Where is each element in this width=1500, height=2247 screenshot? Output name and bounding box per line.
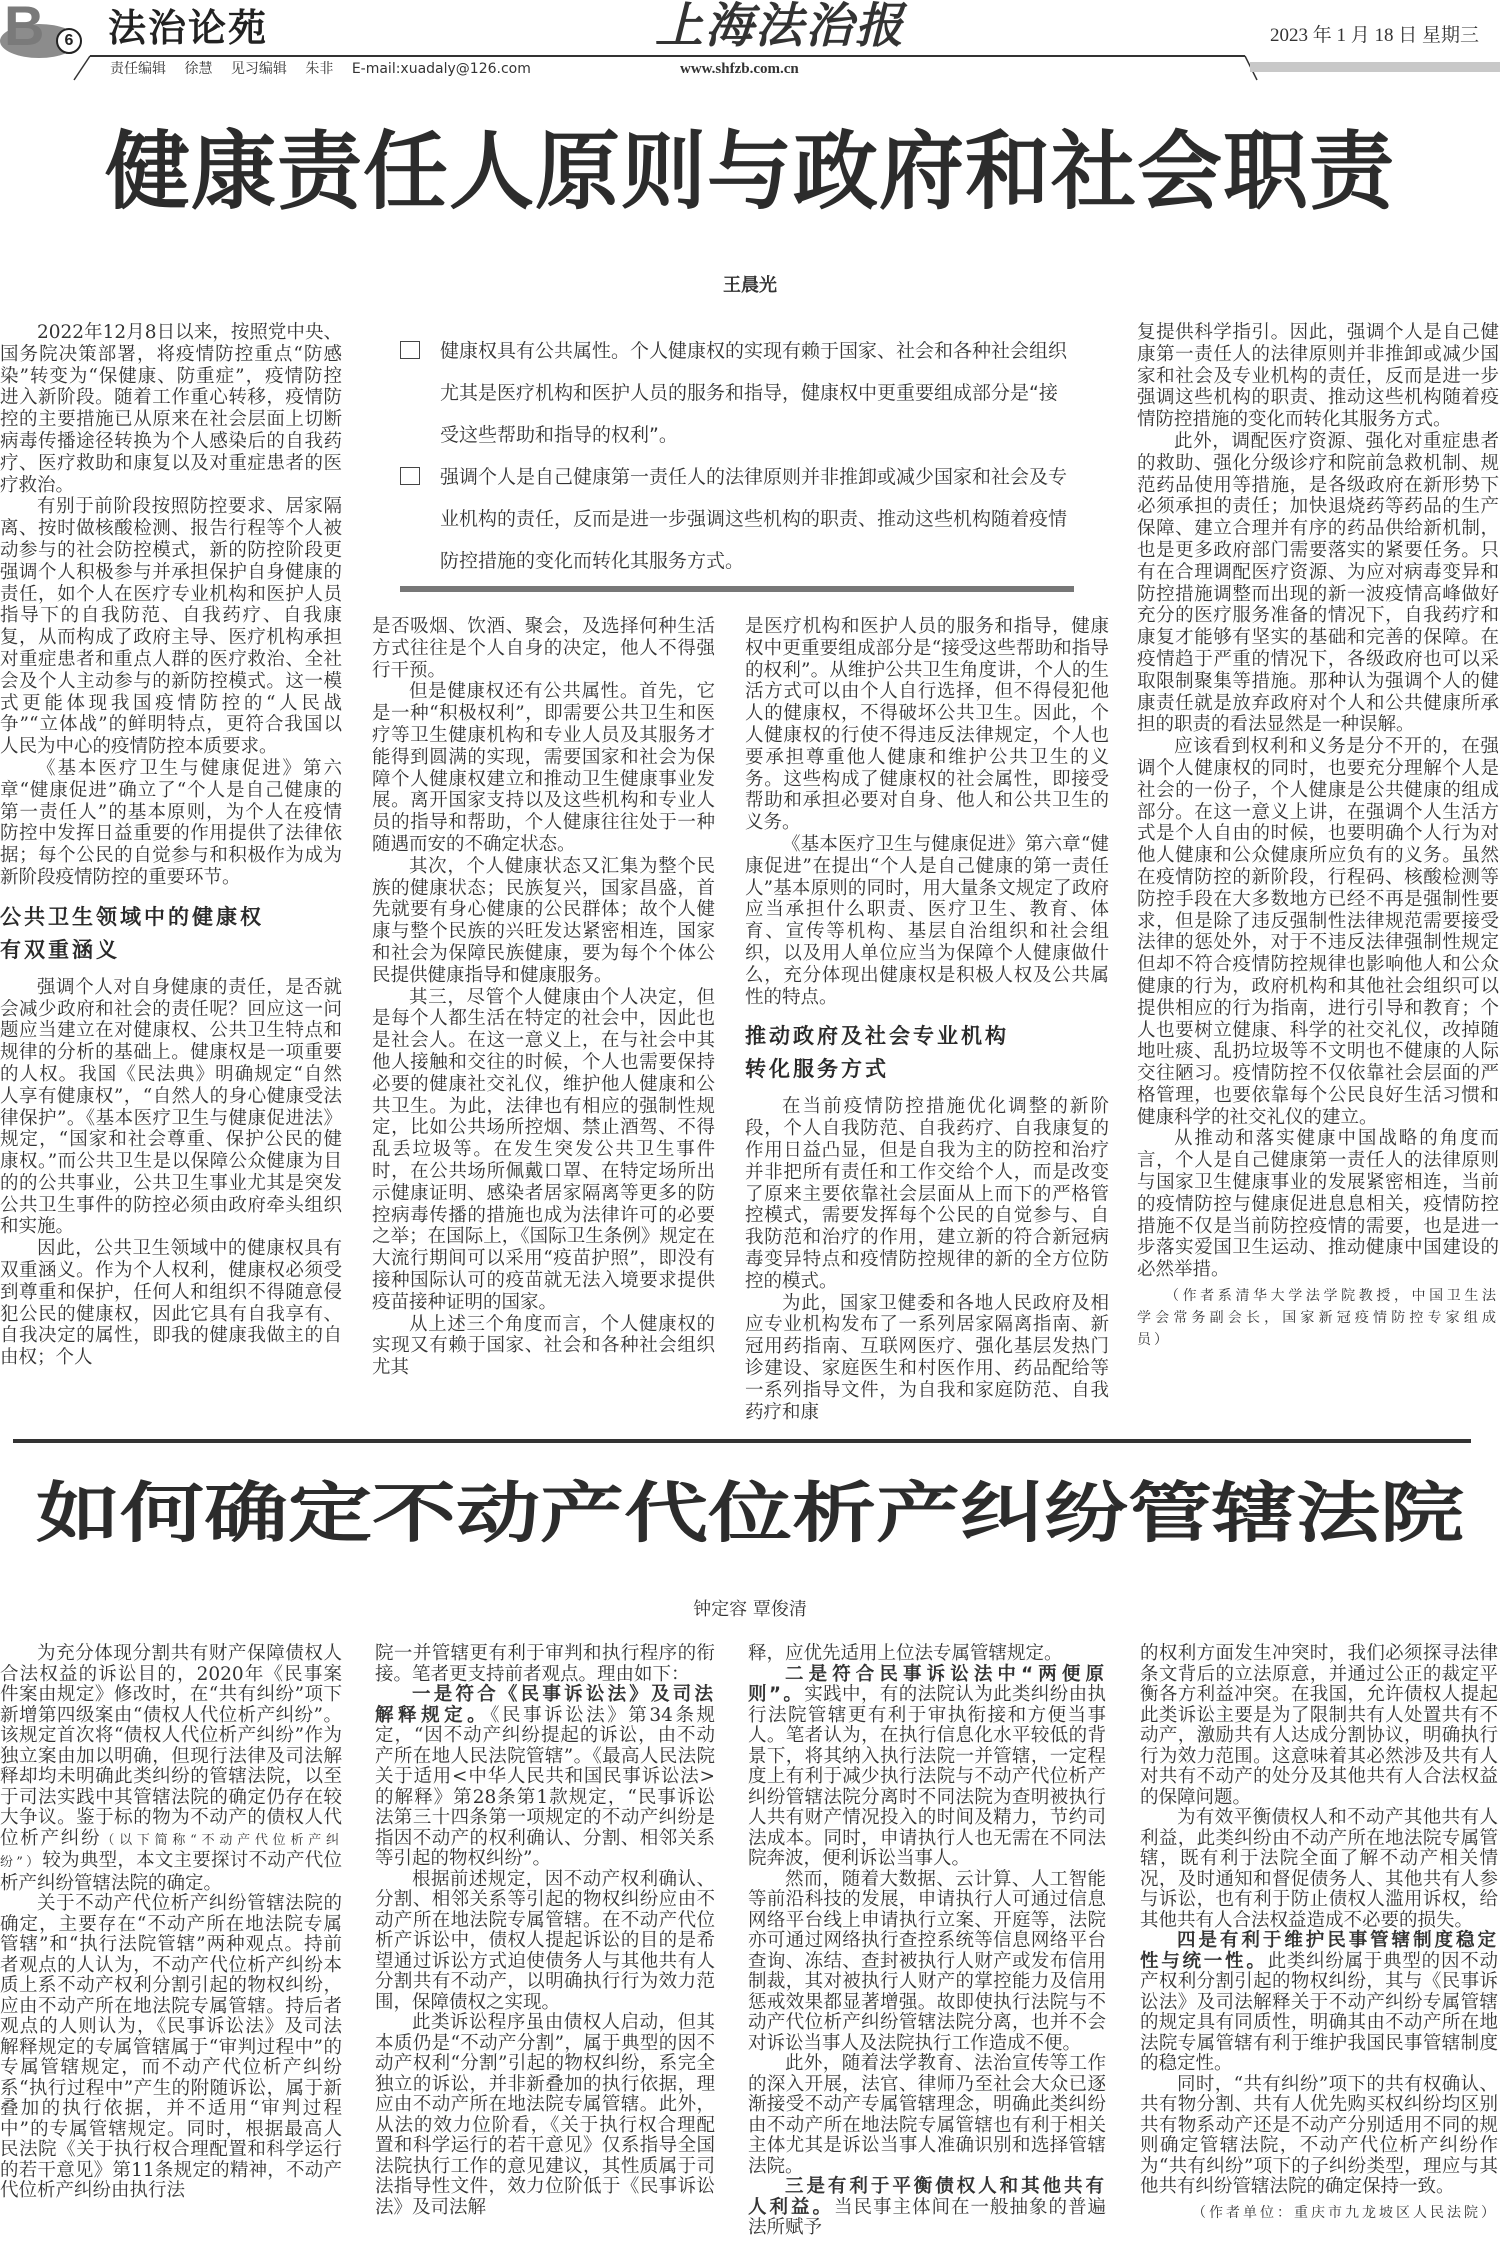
paragraph-text: 较为典型，本文主要探讨不动产代位析产纠纷管辖法院的确定。 xyxy=(0,1850,342,1894)
key-points-box xyxy=(398,330,1074,582)
paragraph-text: 释，应优先适用上位法专属管辖规定。 xyxy=(748,1643,1063,1665)
paragraph xyxy=(1140,1644,1498,1808)
paragraph-text: 在当前疫情防控措施优化调整的新阶段，个人自我防范、自我药疗、自我康复的作用日益凸显，但是自我为主的防控和治疗并非把所有责任和工作交给个人，而是改变了原来主要依靠社会层面从上而下的严格管控模式，需要发挥每个公民的自觉参与、自我防范和治疗的作用，建立新的符合新冠病毒变异特点和疫情防控规律的新的全方位防控的模式。 xyxy=(745,1096,1109,1292)
paragraph xyxy=(0,1894,342,2202)
article-column xyxy=(372,616,715,1379)
paragraph xyxy=(745,834,1109,1008)
article-title: 如何确定不动产代位析产纠纷管辖法院 xyxy=(35,1475,1464,1552)
intern-editor-name: 朱非 xyxy=(305,61,334,77)
paragraph xyxy=(1137,1128,1499,1281)
paragraph-text: 应该看到权利和义务是分不开的，在强调个人健康权的同时，也要充分理解个人是社会的一份子，个人健康是公共健康的组成部分。在这一意义上讲，在强调个人生活方式是个人自由的时候，也要明确个人行为对他人健康和公众健康所应负有的义务。虽然在疫情防控的新阶段，行程码、核酸检测等防控手段在大多数地方已经不再是强制性要求，但是除了违反强制性法律规范需要接受法律的惩处外，对于不违反法律强制性规定但却不符合疫情防控规律也影响他人和公众健康的行为，政府机构和其他社会组织可以提供相应的行为指南，进行引导和教育；个人也要树立健康、科学的社交礼仪，改掉随地吐痰、乱扔垃圾等不文明也不健康的人际交往陋习。疫情防控不仅依靠社会层面的严格管理，也要依靠每个公民良好生活习惯和健康科学的社交礼仪的建立。 xyxy=(1137,736,1499,1128)
paragraph-text: 的权利方面发生冲突时，我们必须探寻法律条文背后的立法原意，并通过公正的裁定平衡各方利益冲突。在我国，允许债权人提起此类诉讼主要是为了限制共有人处置共有不动产，激励共有人达成分割协议，明确执行行为效力范围。这意味着其必然涉及共有人对共有不动产的处分及其他共有人合法权益的保障问题。 xyxy=(1140,1643,1498,1808)
article-column xyxy=(0,1644,342,2202)
page-letter: B xyxy=(4,0,43,57)
paragraph-text: 此外，调配医疗资源、强化对重症患者的救助、强化分级诊疗和院前急救机制、规范药品使用等措施，是各级政府在新形势下必须承担的责任；加快退烧药等药品的生产保障、建立合理并有序的药品供给新机制，也是更多政府部门需要落实的紧要任务。只有在合理调配医疗资源、为应对病毒变异和防控措施调整而出现的新一波疫情高峰做好充分的医疗服务准备的情况下，自我药疗和康复才能够有坚实的基础和完善的保障。在疫情趋于严重的情况下，各级政府也可以采取限制聚集等措施。那种认为强调个人的健康责任就是放弃政府对个人和公共健康所承担的职责的看法显然是一种误解。 xyxy=(1137,430,1499,736)
paragraph xyxy=(0,758,342,889)
paragraph-text: 为充分体现分割共有财产保障债权人合法权益的诉讼目的，2020年《民事案件案由规定》修改时，在“共有纠纷”项下新增第四级案由“债权人代位析产纠纷”。该规定首次将“债权人代位析产纠纷”作为独立案由加以明确，但现行法律及司法解释却均未明确此类纠纷的管辖法院，以至于司法实践中其管辖法院的确定仍存在较大争议。鉴于标的物为不动产的债权人代位析产纠纷 xyxy=(0,1643,342,1849)
article-title: 健康责任人原则与政府和社会职责 xyxy=(104,123,1395,222)
paragraph-text: 为此，国家卫健委和各地人民政府及相应专业机构发布了一系列居家隔离指南、新冠用药指南、互联网医疗、强化基层发热门诊建设、家庭医生和村医作用、药品配给等一系列指导文件，为自我和家庭防范、自我药疗和康 xyxy=(745,1292,1109,1423)
key-point-text: 强调个人是自己健康第一责任人的法律原则并非推卸或减少国家和社会及专业机构的责任，反而是进一步强调这些机构的职责、推动这些机构随着疫情防控措施的变化而转化其服务方式。 xyxy=(440,466,1068,572)
paragraph-text: 其次，个人健康状态又汇集为整个民族的健康状态；民族复兴，国家昌盛，首先就要有身心健康的公民群体；故个人健康与整个民族的兴旺发达紧密相连，国家和社会为保障民族健康，要为每个个体公民提供健康指导和健康服务。 xyxy=(372,855,715,986)
paragraph xyxy=(372,1314,715,1379)
paragraph-text: 实践中，有的法院认为此类纠纷由执行法院管辖更有利于审执衔接和方便当事人。笔者认为，在执行信息化水平较低的背景下，将其纳入执行法院一并管辖，一定程度上有利于减少执行法院与不动产代位析产纠纷管辖法院分离时不同法院为查明被执行人共有财产情况投入的时间及精力，节约司法成本。同时，申请执行人也无需在不同法院奔波，便利诉讼当事人。 xyxy=(748,1684,1106,1870)
subheading-line: 公共卫生领域中的健康权 xyxy=(0,904,264,929)
key-points-rule xyxy=(400,586,1074,592)
paragraph xyxy=(372,616,715,681)
article-author: 王晨光 xyxy=(723,275,777,296)
editor-label: 责任编辑 xyxy=(110,61,166,77)
paragraph-text: 复提供科学指引。因此，强调个人是自己健康第一责任人的法律原则并非推卸或减少国家和社会及专业机构的责任，反而是进一步强调这些机构的职责、推动这些机构随着疫情防控措施的变化而转化其服务方式。 xyxy=(1137,322,1499,431)
paragraph xyxy=(0,977,342,1239)
paragraph xyxy=(748,1870,1106,2055)
paragraph xyxy=(1137,322,1499,431)
article-column xyxy=(745,616,1109,1423)
paragraph xyxy=(372,681,715,855)
paragraph-text: 有别于前阶段按照防控要求、居家隔离、按时做核酸检测、报告行程等个人被动参与的社会防控模式，新的防控阶段更强调个人积极参与并承担保护自身健康的责任，如个人在医疗专业机构和医护人员指导下的自我防范、自我药疗、自我康复，从而构成了政府主导、医疗机构承担对重症患者和重点人群的医疗救治、全社会及个人主动参与的新防控模式。这一模式更能体现我国疫情防控的“人民战争”“立体战”的鲜明特点，更符合我国以人民为中心的疫情防控本质要求。 xyxy=(0,496,342,758)
paragraph-text: 《基本医疗卫生与健康促进》第六章“健康促进”在提出“个人是自己健康的第一责任人”基本原则的同时，用大量条文规定了政府应当承担什么职责、医疗卫生、教育、体育、宣传等机构、基层自治组织和社会组织，以及用人单位应当为保障个人健康做什么，充分体现出健康权是积极人权及公共属性的特点。 xyxy=(745,833,1109,1008)
website-url: www.shfzb.com.cn xyxy=(680,61,799,77)
paragraph xyxy=(0,322,342,496)
paragraph xyxy=(745,1293,1109,1424)
paragraph xyxy=(375,1644,715,1685)
paragraph-text: 当民事主体间在一般抽象的普遍法所赋予 xyxy=(748,2196,1106,2239)
paragraph xyxy=(748,2177,1106,2239)
paragraph-text: 是医疗机构和医护人员的服务和指导，健康权中更重要组成部分是“接受这些帮助和指导的权利”。从维护公共卫生角度讲，个人的生活方式可以由个人自行选择，但不得侵犯他人的健康权，不得破坏公共卫生。因此，个人健康权的行使不得违反法律规定，个人也要承担尊重他人健康和维护公共卫生的义务。这些构成了健康权的社会属性，即接受帮助和承担必要对自身、他人和公共卫生的义务。 xyxy=(745,616,1109,834)
paragraph xyxy=(1140,1808,1498,1931)
paragraph-text: 关于不动产代位析产纠纷管辖法院的确定，主要存在“不动产所在地法院专属管辖”和“执行法院管辖”两种观点。持前者观点的人认为，不动产代位析产纠纷本质上系不动产权利分割引起的物权纠纷，应由不动产所在地法院专属管辖。持后者观点的人则认为，《民事诉讼法》及司法解释规定的专属管辖属于“审判过程中”的专属管辖规定，而不动产代位析产纠纷系“执行过程中”产生的附随诉讼，属于新叠加的执行依据，并不适用“审判过程中”的专属管辖规定。同时，根据最高人民法院《关于执行权合理配置和科学运行的若干意见》第11条规定的精神，不动产代位析产纠纷由执行法 xyxy=(0,1893,342,2202)
paragraph-text: 但是健康权还有公共属性。首先，它是一种“积极权利”，即需要公共卫生和医疗等卫生健康机构和专业人员及其服务才能得到圆满的实现，需要国家和社会为保障个人健康权建立和推动卫生健康事业发展。离开国家支持以及这些机构和专业人员的指导和帮助，个人健康往往处于一种随遇而安的不确定状态。 xyxy=(372,681,715,855)
paragraph xyxy=(748,1665,1106,1870)
paragraph-text: 《民事诉讼法》第34条规定，“因不动产纠纷提起的诉讼，由不动产所在地人民法院管辖”。《最高人民法院关于适用<中华人民共和国民事诉讼法>的解释》第28条第1款规定，“民事诉讼法第三十四条第一项规定的不动产纠纷是指因不动产的权利确认、分割、相邻关系等引起的物权纠纷”。 xyxy=(375,1704,715,1870)
paragraph-text: 从上述三个角度而言，个人健康权的实现又有赖于国家、社会和各种社会组织尤其 xyxy=(372,1313,715,1379)
paragraph-text: （作者系清华大学法学院教授，中国卫生法学会常务副会长，国家新冠疫情防控专家组成员） xyxy=(1137,1288,1499,1349)
paragraph xyxy=(1140,1931,1498,2075)
paragraph xyxy=(1140,2075,1498,2198)
paragraph xyxy=(748,1644,1106,1665)
paragraph-text: 此类纠纷属于典型的因不动产权利分割引起的物权纠纷，其与《民事诉讼法》及司法解释关于不动产纠纷专属管辖的规定具有同质性，明确其由不动产所在地法院专属管辖有利于维护我国民事管辖制度的稳定性。 xyxy=(1140,1950,1498,2075)
subheading xyxy=(0,901,342,967)
paragraph-text: 此外，随着法学教育、法治宣传等工作的深入开展，法官、律师乃至社会大众已逐渐接受不动产专属管辖理念，明确此类纠纷由不动产所在地法院专属管辖也有利于相关主体尤其是诉讼当事人准确识别和选择管辖法院。 xyxy=(748,2053,1106,2177)
editor-credits xyxy=(110,60,545,78)
paragraph xyxy=(0,1644,342,1894)
key-point-text: 健康权具有公共属性。个人健康权的实现有赖于国家、社会和各种社会组织尤其是医疗机构和医护人员的服务和指导，健康权中更重要组成部分是“接受这些帮助和指导的权利”。 xyxy=(440,340,1068,446)
paragraph xyxy=(375,1685,715,1870)
paragraph-text: 是否吸烟、饮酒、聚会，及选择何种生活方式往往是个人自身的决定，他人不得强行干预。 xyxy=(372,616,715,681)
paragraph xyxy=(372,987,715,1314)
paragraph-text: 此类诉讼程序虽由债权人启动，但其本质仍是“不动产分割”，属于典型的因不动产权利“分割”引起的物权纠纷，系完全独立的诉讼，并非新叠加的执行依据，理应由不动产所在地法院专属管辖。此外，从法的效力位阶看，《关于执行权合理配置和科学运行的若干意见》仅系指导全国法院执行工作的意见建议，其性质属于司法指导性文件，效力位阶低于《民事诉讼法》及司法解 xyxy=(375,2012,715,2218)
subheading-line: 有双重涵义 xyxy=(0,937,120,962)
lead-in-text: 四是有利于维护民事管辖制度稳定性与统一性。 xyxy=(1140,1930,1498,1972)
paragraph-text: 为有效平衡债权人和不动产其他共有人利益，此类纠纷由不动产所在地法院专属管辖，既有利于法院全面了解不动产相关情况，及时通知和督促债务人、其他共有人参与诉讼，也有利于防止债权人滥用诉权，给其他共有人合法权益造成不必要的损失。 xyxy=(1140,1807,1498,1931)
paragraph xyxy=(748,2054,1106,2177)
lead-in-text: 二是符合民事诉讼法中“两便原则”。 xyxy=(748,1663,1106,1706)
page-number: 6 xyxy=(56,28,82,54)
header-gray-bar xyxy=(1250,62,1500,72)
paragraph xyxy=(745,1096,1109,1292)
publication-date: 2023 年 1 月 18 日 星期三 xyxy=(1270,25,1480,46)
paragraph-text: （作者单位：重庆市九龙坡区人民法院） xyxy=(1192,2204,1498,2221)
paragraph-text: 因此，公共卫生领域中的健康权具有双重涵义。作为个人权利，健康权必须受到尊重和保护，任何人和组织不得随意侵犯公民的健康权，因此它具有自我享有、自我决定的属性，即我的健康我做主的自由权；个人 xyxy=(0,1238,342,1369)
paragraph xyxy=(375,1870,715,2014)
square-bullet-icon xyxy=(400,341,420,359)
article-column xyxy=(1137,322,1499,1351)
key-point xyxy=(398,330,1074,456)
editor-name: 徐慧 xyxy=(184,61,213,77)
paragraph xyxy=(1137,431,1499,736)
author-note xyxy=(1137,1285,1499,1351)
key-point xyxy=(398,456,1074,582)
abbreviation-note: （以下简称“不动产代位析产纠纷”） xyxy=(0,1832,342,1871)
article-author: 钟定容 覃俊清 xyxy=(693,1599,807,1621)
paragraph xyxy=(745,616,1109,834)
paragraph xyxy=(1137,736,1499,1128)
paragraph-text: 《基本医疗卫生与健康促进》第六章“健康促进”确立了“个人是自己健康的第一责任人”的基本原则，为个人在疫情防控中发挥日益重要的作用提供了法律依据；每个公民的自觉参与和积极作为成为新阶段疫情防控的重要环节。 xyxy=(0,757,342,888)
square-bullet-icon xyxy=(400,467,420,485)
author-note xyxy=(1140,2202,1498,2224)
lead-in-text: 一是符合《民事诉讼法》及司法解释规定。 xyxy=(375,1684,715,1726)
newspaper-masthead: 上海法治报 xyxy=(654,0,905,54)
paragraph-text: 根据前述规定，因不动产权利确认、分割、相邻关系等引起的物权纠纷应由不动产所在地法院专属管辖。在不动产代位析产诉讼中，债权人提起诉讼的目的是希望通过诉讼方式迫使债务人与其他共有人分割共有不动产，以明确执行行为效力范围，保障债权之实现。 xyxy=(375,1868,715,2013)
paragraph-text: 强调个人对自身健康的责任，是否就会减少政府和社会的责任呢？回应这一问题应当建立在对健康权、公共卫生特点和规律的分析的基础上。健康权是一项重要的人权。我国《民法典》明确规定“自然人享有健康权”，“自然人的身心健康受法律保护”。《基本医疗卫生与健康促进法》规定，“国家和社会尊重、保护公民的健康权。”而公共卫生是以保障公众健康为目的的公共事业，公共卫生事业尤其是突发公共卫生事件的防控必须由政府牵头组织和实施。 xyxy=(0,976,342,1238)
subheading xyxy=(745,1020,1109,1086)
article-divider xyxy=(13,1439,1471,1443)
paragraph xyxy=(372,856,715,987)
paragraph xyxy=(0,1238,342,1369)
paragraph-text: 其三，尽管个人健康由个人决定，但是每个人都生活在特定的社会中，因此也是社会人。在这一意义上，在与社会中其他人接触和交往的时候，个人也需要保持必要的健康社交礼仪，维护他人健康和公共卫生。为此，法律也有相应的强制性规定，比如公共场所控烟、禁止酒驾、不得乱丢垃圾等。在发生突发公共卫生事件时，在公共场所佩戴口罩、在特定场所出示健康证明、感染者居家隔离等更多的防控病毒传播的措施也成为法律许可的必要之举；在国际上，《国际卫生条例》规定在大流行期间可以采用“疫苗护照”，即没有接种国际认可的疫苗就无法入境要求提供疫苗接种证明的国家。 xyxy=(372,986,715,1313)
article-column xyxy=(375,1644,715,2218)
paragraph xyxy=(375,2013,715,2218)
paragraph-text: 同时，“共有纠纷”项下的共有权确认、共有物分割、共有人优先购买权纠纷均区别共有物系动产还是不动产分别适用不同的规则确定管辖法院，不动产代位析产纠纷作为“共有纠纷”项下的子纠纷类型，理应与其他共有纠纷管辖法院的确定保持一致。 xyxy=(1140,2073,1498,2198)
paragraph-text: 2022年12月8日以来，按照党中央、国务院决策部署，将疫情防控重点“防感染”转变为“保健康、防重症”，疫情防控进入新阶段。随着工作重心转移，疫情防控的主要措施已从原来在社会层面上切断病毒传播途径转换为个人感染后的自我药疗、医疗救助和康复以及对重症患者的医疗救治。 xyxy=(0,322,342,496)
subheading-line: 转化服务方式 xyxy=(745,1057,889,1082)
paragraph-text: 从推动和落实健康中国战略的角度而言，个人是自己健康第一责任人的法律原则与国家卫生健康事业的发展紧密相连，当前的疫情防控与健康促进息息相关，疫情防控措施不仅是当前防控疫情的需要，也是进一步落实爱国卫生运动、推动健康中国建设的必然举措。 xyxy=(1137,1128,1499,1281)
intern-editor-label: 见习编辑 xyxy=(230,61,287,77)
lead-in-text: 三是有利于平衡债权人和其他共有人利益。 xyxy=(748,2176,1106,2218)
editor-email: E-mail:xuadaly@126.com xyxy=(351,61,531,77)
article-column xyxy=(748,1644,1106,2239)
paragraph-text: 然而，随着大数据、云计算、人工智能等前沿科技的发展，申请执行人可通过信息网络平台线上申请执行立案、开庭等，法院亦可通过网络执行查控系统等信息网络平台查询、冻结、查封被执行人财产或发布信用制裁，其对被执行人财产的掌控能力及信用惩戒效果都显著增强。故即使执行法院与不动产代位析产纠纷管辖法院分离，也并不会对诉讼当事人及法院执行工作造成不便。 xyxy=(748,1868,1106,2054)
subheading-line: 推动政府及社会专业机构 xyxy=(745,1024,1009,1049)
section-name: 法治论苑 xyxy=(108,6,269,50)
paragraph-text: 院一并管辖更有利于审判和执行程序的衔接。笔者更支持前者观点。理由如下： xyxy=(375,1643,715,1685)
article-column xyxy=(0,322,342,1369)
paragraph xyxy=(0,496,342,758)
article-column xyxy=(1140,1644,1498,2224)
